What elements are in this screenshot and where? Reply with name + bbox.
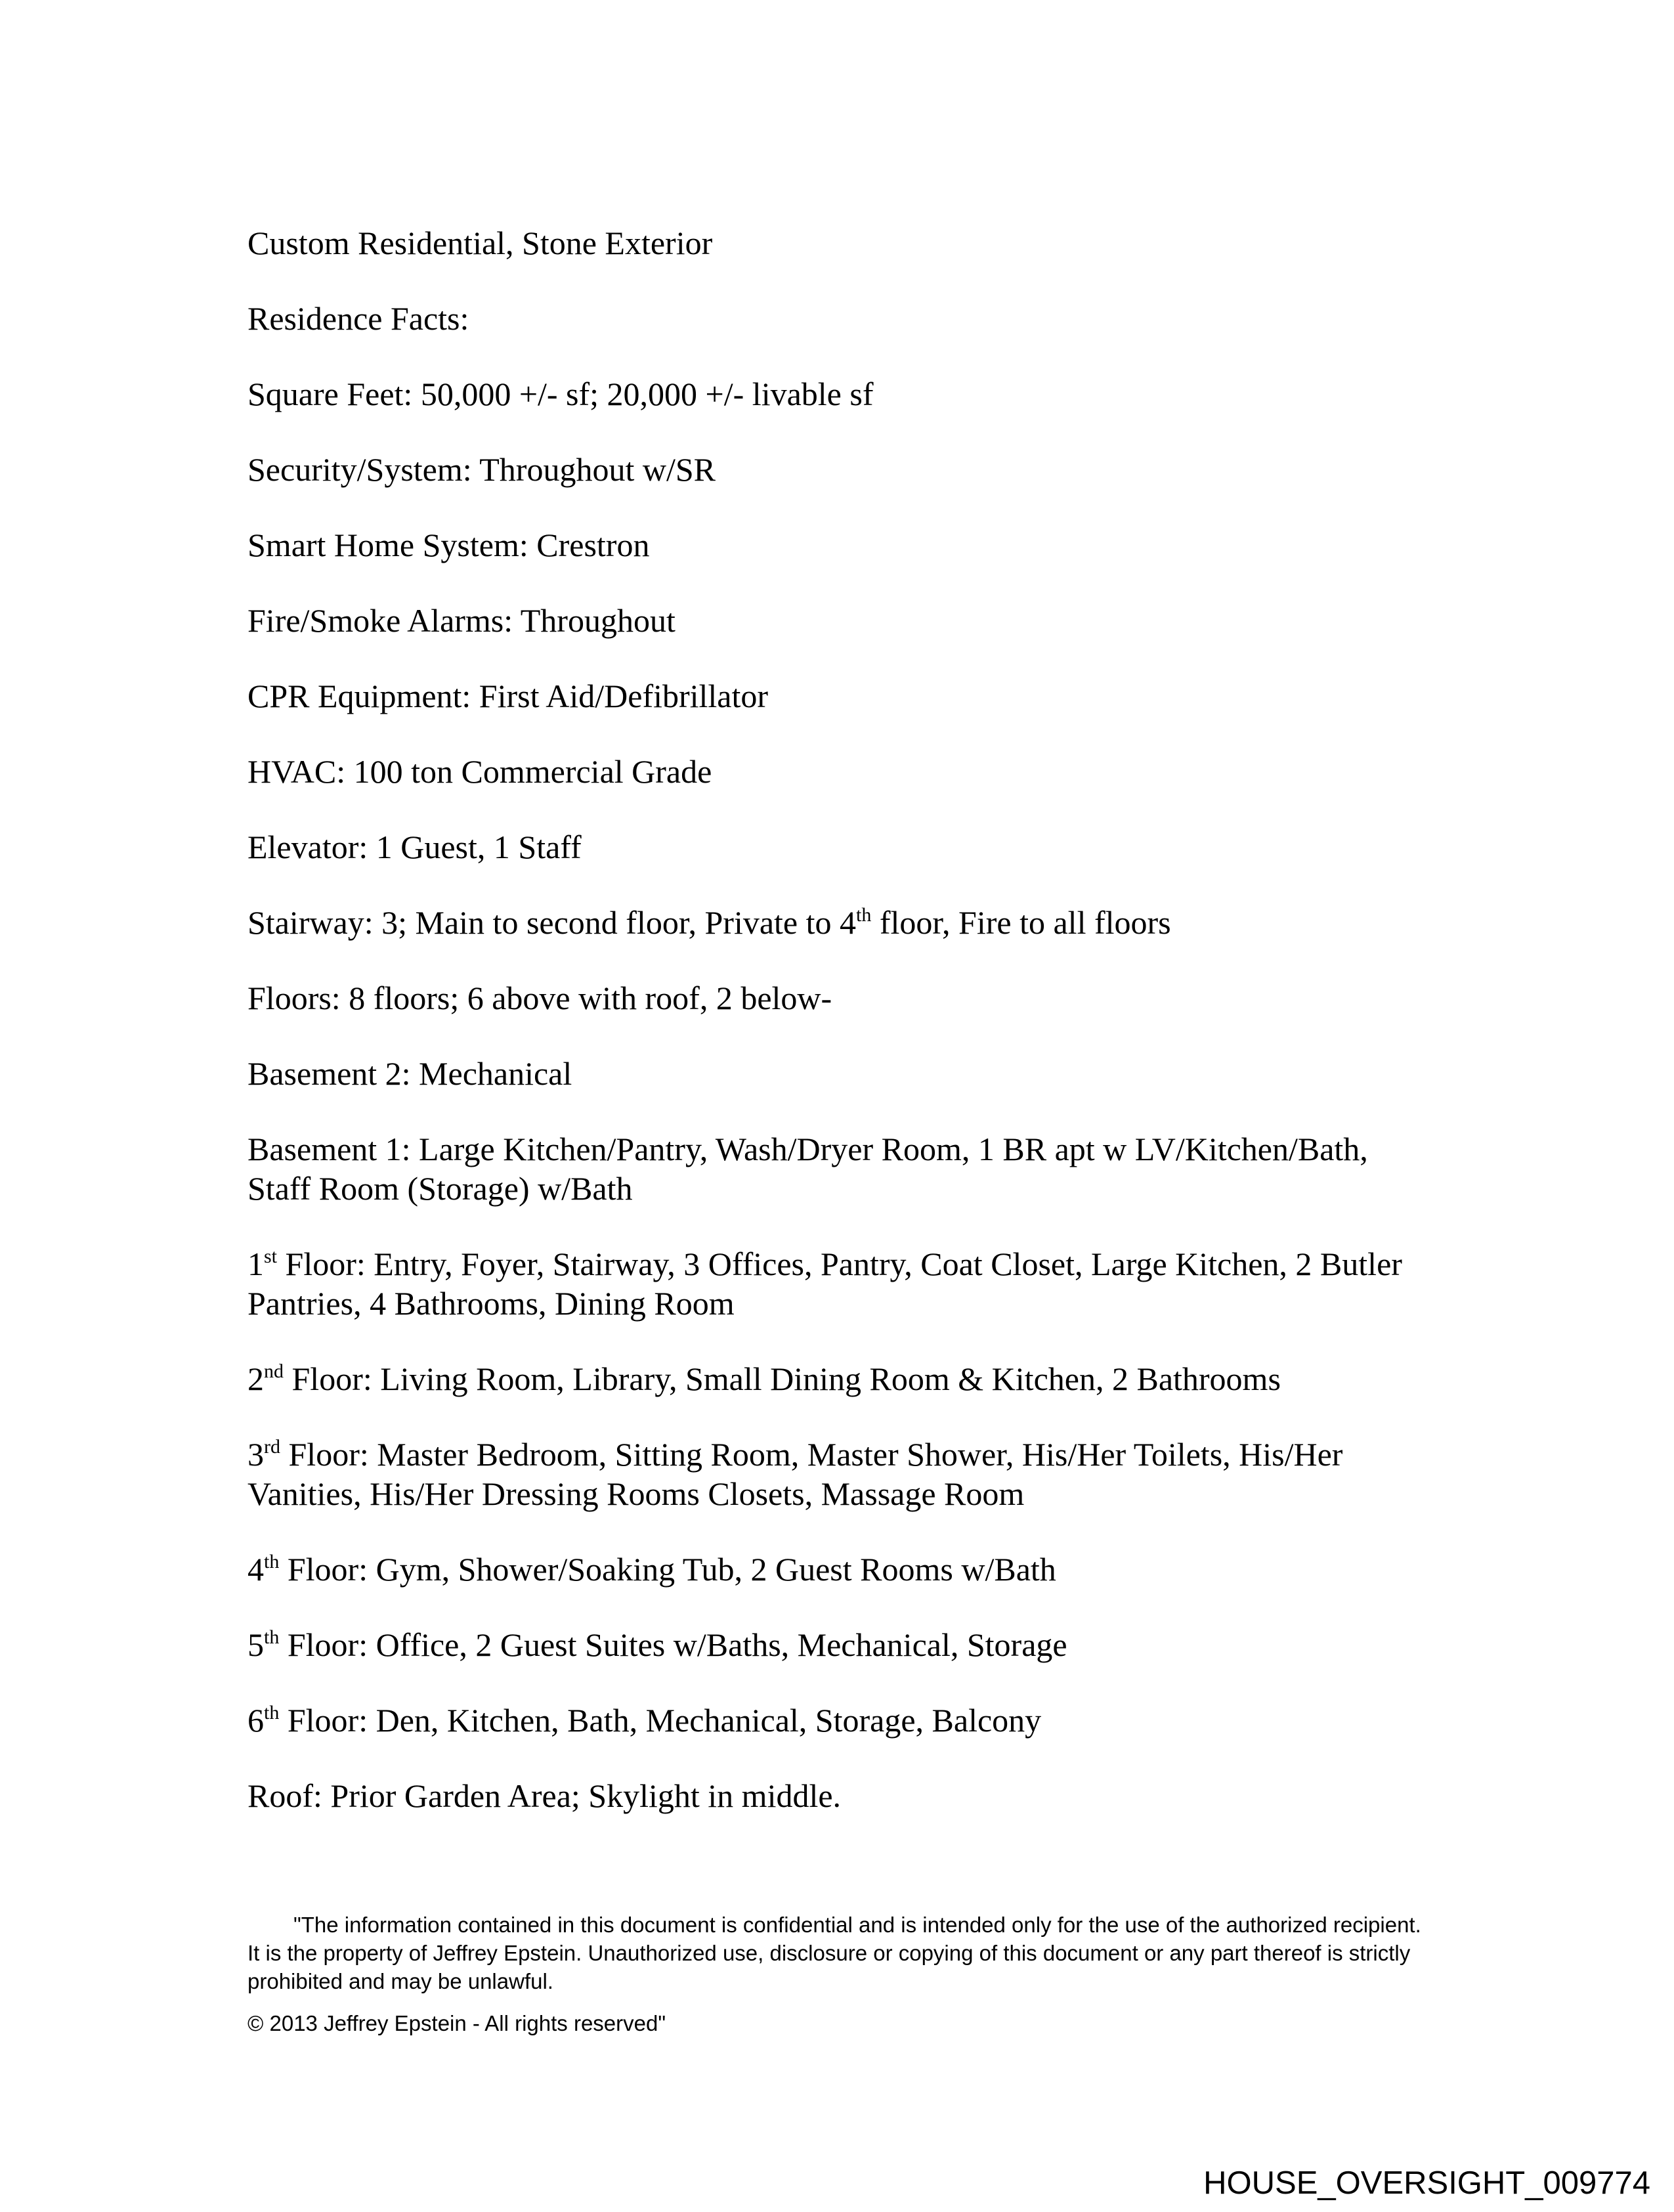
- ordinal-superscript: th: [264, 1551, 280, 1572]
- text-segment: Fire/Smoke Alarms: Throughout: [247, 602, 676, 639]
- text-line: [247, 978, 1436, 1018]
- paragraph: [247, 450, 1436, 489]
- text-line: [247, 1625, 1436, 1664]
- text-line: [247, 1435, 1436, 1474]
- text-line: [247, 1359, 1436, 1399]
- text-line: [247, 299, 1436, 338]
- ordinal-superscript: th: [264, 1626, 280, 1648]
- text-line: [247, 1244, 1436, 1284]
- text-line: [247, 827, 1436, 867]
- text-line: [247, 1169, 1436, 1208]
- text-segment: Security/System: Throughout w/SR: [247, 451, 716, 488]
- paragraph: [247, 1550, 1436, 1589]
- paragraph: [247, 1435, 1436, 1513]
- disclaimer-line: "The information contained in this document is confidential and is intended only for the use of the authorized recipient.: [293, 1913, 1421, 1937]
- text-segment: Floor: Entry, Foyer, Stairway, 3 Offices, Pantry, Coat Closet, Large Kitchen, 2 Butler: [277, 1246, 1402, 1282]
- ordinal-superscript: st: [264, 1246, 278, 1267]
- text-line: [247, 1474, 1436, 1513]
- text-segment: 6: [247, 1702, 264, 1739]
- text-segment: Vanities, His/Her Dressing Rooms Closets, Massage Room: [247, 1475, 1025, 1512]
- text-line: [247, 374, 1436, 414]
- text-segment: Floor: Den, Kitchen, Bath, Mechanical, Storage, Balcony: [279, 1702, 1042, 1739]
- paragraph: [247, 1625, 1436, 1664]
- text-segment: HVAC: 100 ton Commercial Grade: [247, 753, 712, 790]
- paragraph: [247, 1776, 1436, 1815]
- text-line: [247, 1284, 1436, 1323]
- text-segment: Square Feet: 50,000 +/- sf; 20,000 +/- livable sf: [247, 376, 874, 412]
- text-segment: Floors: 8 floors; 6 above with roof, 2 below-: [247, 980, 832, 1016]
- text-segment: Elevator: 1 Guest, 1 Staff: [247, 829, 582, 865]
- ordinal-superscript: nd: [264, 1360, 284, 1382]
- text-line: [247, 1701, 1436, 1740]
- text-segment: floor, Fire to all floors: [871, 904, 1171, 941]
- text-line: [247, 601, 1436, 640]
- text-segment: CPR Equipment: First Aid/Defibrillator: [247, 678, 769, 714]
- residence-facts-paragraphs: [247, 223, 1436, 1815]
- paragraph: [247, 223, 1436, 263]
- text-line: [247, 525, 1436, 565]
- text-line: [247, 1129, 1436, 1169]
- text-segment: Floor: Master Bedroom, Sitting Room, Master Shower, His/Her Toilets, His/Her: [280, 1436, 1343, 1473]
- text-segment: Custom Residential, Stone Exterior: [247, 225, 713, 261]
- paragraph: [247, 1359, 1436, 1399]
- paragraph: [247, 374, 1436, 414]
- text-segment: Floor: Living Room, Library, Small Dining Room & Kitchen, 2 Bathrooms: [284, 1360, 1281, 1397]
- paragraph: [247, 978, 1436, 1018]
- paragraph: [247, 299, 1436, 338]
- paragraph: [247, 601, 1436, 640]
- text-segment: Residence Facts:: [247, 300, 469, 337]
- text-segment: Floor: Office, 2 Guest Suites w/Baths, Mechanical, Storage: [279, 1626, 1067, 1663]
- text-segment: Basement 2: Mechanical: [247, 1055, 572, 1092]
- ordinal-superscript: rd: [264, 1436, 280, 1458]
- confidentiality-disclaimer: [247, 1911, 1436, 1995]
- ordinal-superscript: th: [856, 904, 872, 926]
- text-segment: Basement 1: Large Kitchen/Pantry, Wash/Dryer Room, 1 BR apt w LV/Kitchen/Bath,: [247, 1131, 1368, 1167]
- text-line: [247, 1054, 1436, 1093]
- paragraph: [247, 903, 1436, 942]
- text-segment: Staff Room (Storage) w/Bath: [247, 1170, 633, 1207]
- bates-number: HOUSE_OVERSIGHT_009774: [1203, 2165, 1650, 2201]
- paragraph: [247, 676, 1436, 716]
- disclaimer-line: It is the property of Jeffrey Epstein. Unauthorized use, disclosure or copying of this document or any part thereof is strictly: [247, 1941, 1411, 1965]
- disclaimer-line: prohibited and may be unlawful.: [247, 1969, 553, 1993]
- text-segment: 5: [247, 1626, 264, 1663]
- text-segment: Smart Home System: Crestron: [247, 527, 650, 563]
- text-line: [247, 1550, 1436, 1589]
- paragraph: [247, 1129, 1436, 1208]
- text-line: [247, 676, 1436, 716]
- text-line: [247, 752, 1436, 791]
- text-segment: 1: [247, 1246, 264, 1282]
- text-segment: Stairway: 3; Main to second floor, Private to 4: [247, 904, 857, 941]
- text-line: [247, 1776, 1436, 1815]
- paragraph: [247, 525, 1436, 565]
- document-body: [247, 223, 1436, 2037]
- ordinal-superscript: th: [264, 1702, 280, 1724]
- text-segment: 3: [247, 1436, 264, 1473]
- paragraph: [247, 1244, 1436, 1323]
- copyright-line: © 2013 Jeffrey Epstein - All rights reserved": [247, 2011, 666, 2035]
- text-segment: Floor: Gym, Shower/Soaking Tub, 2 Guest Rooms w/Bath: [279, 1551, 1056, 1588]
- text-segment: Pantries, 4 Bathrooms, Dining Room: [247, 1285, 735, 1322]
- text-segment: 4: [247, 1551, 264, 1588]
- paragraph: [247, 827, 1436, 867]
- paragraph: [247, 1054, 1436, 1093]
- text-line: [247, 450, 1436, 489]
- text-segment: 2: [247, 1360, 264, 1397]
- paragraph: [247, 1701, 1436, 1740]
- text-line: [247, 223, 1436, 263]
- text-line: [247, 903, 1436, 942]
- text-segment: Roof: Prior Garden Area; Skylight in middle.: [247, 1777, 842, 1814]
- paragraph: [247, 752, 1436, 791]
